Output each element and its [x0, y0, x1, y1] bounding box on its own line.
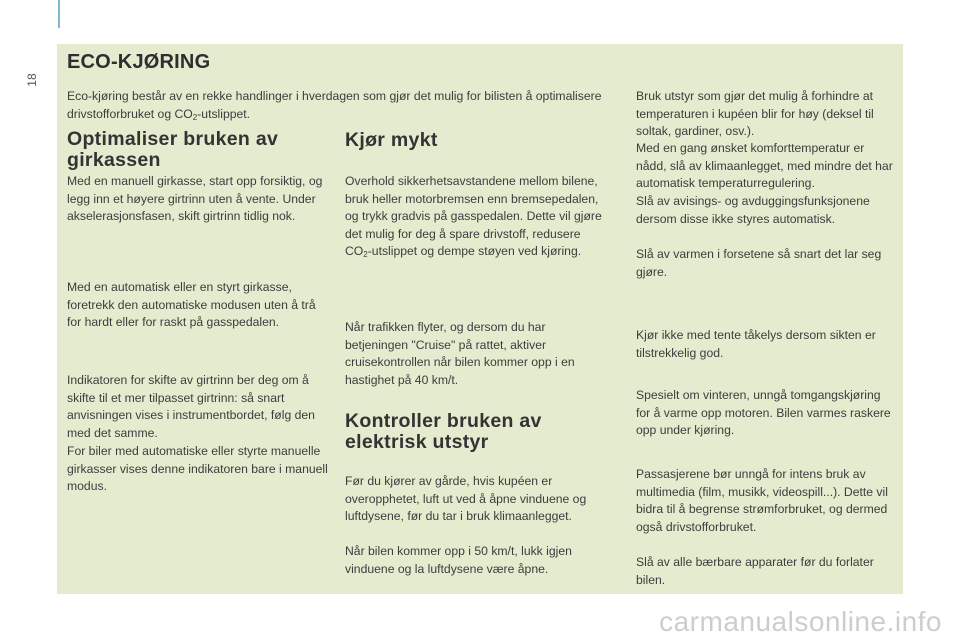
watermark: carmanualsonline.info — [659, 606, 942, 637]
gear-paragraph-4: For biler med automatiske eller styrte manuelle girkasser vises denne indikatoren bare i manuell modus. — [67, 444, 328, 493]
electric-paragraph-2: Når bilen kommer opp i 50 km/t, lukk igjen vinduene og la luftdysene være åpne. — [345, 544, 572, 576]
right-paragraph-7: Passasjerene bør unngå for intens bruk av multimedia (film, musikk, videospill...). Dette vil bidra til å begrense strømforbruket, og dermed også drivstofforbruket. — [636, 467, 888, 534]
gear-paragraph-3: Indikatoren for skifte av girtrinn ber deg om å skifte til et mer tilpasset girtrinn: så snart anvisningen vises i instrumentbordet, følg den med det samme. — [67, 373, 315, 440]
right-paragraph-8: Slå av alle bærbare apparater før du forlater bilen. — [636, 555, 874, 587]
heading-gearbox: Optimaliser bruken av girkassen — [67, 128, 279, 171]
gear-paragraph-2: Med en automatisk eller en styrt girkasse, foretrekk den automatiske modusen uten å trå for hardt eller for raskt på gasspedalen. — [67, 280, 316, 329]
smooth-paragraph-2: Når trafikken flyter, og dersom du har betjeningen "Cruise" på rattet, aktiver cruisekontrollen når bilen kommer opp i en hastighet på 40 km/t. — [345, 320, 575, 387]
right-paragraph-1: Bruk utstyr som gjør det mulig å forhindre at temperaturen i kupéen blir for høy (deksel til soltak, gardiner, osv.). — [636, 89, 874, 138]
right-paragraph-6: Spesielt om vinteren, unngå tomgangskjøring for å varme opp motoren. Bilen varmes raskere opp under kjøring. — [636, 388, 891, 437]
right-paragraph-5: Kjør ikke med tente tåkelys dersom sikten er tilstrekkelig god. — [636, 328, 876, 360]
gear-paragraph-1: Med en manuell girkasse, start opp forsiktig, og legg inn et høyere girtrinn uten å vente. Under akselerasjonsfasen, skift girtrinn tidlig nok. — [67, 174, 323, 223]
intro-paragraph: Eco-kjøring består av en rekke handlinger i hverdagen som gjør det mulig for bilisten å optimalisere drivstofforbruket og $CO_2$-utslippet. — [67, 89, 602, 122]
heading-drive-smoothly: Kjør mykt — [345, 129, 438, 151]
right-paragraph-2: Med en gang ønsket komforttemperatur er nådd, slå av klimaanlegget, med mindre det har automatisk temperaturregulering. — [636, 141, 893, 190]
page-title: ECO-KJØRING — [67, 51, 211, 73]
electric-paragraph-1: Før du kjører av gårde, hvis kupéen er overopphetet, luft ut ved å åpne vinduene og luftdysene, før du tar i bruk klimaanlegget. — [345, 474, 587, 523]
right-paragraph-3: Slå av avisings- og avduggingsfunksjonene dersom disse ikke styres automatisk. — [636, 194, 870, 226]
heading-electrical-equipment: Kontroller bruken av elektrisk utstyr — [345, 410, 542, 453]
page-number: 18 — [25, 73, 39, 87]
right-paragraph-4: Slå av varmen i forsetene så snart det lar seg gjøre. — [636, 247, 882, 279]
margin-line — [58, 0, 60, 28]
smooth-paragraph-1: Overhold sikkerhetsavstandene mellom bilene, bruk heller motorbremsen enn bremsepedalen, og trykk gradvis på gasspedalen. Dette vil gjøre det mulig for deg å spare drivstoff, redusere $CO_2$-utslippet og dempe støyen ved kjøring. — [345, 174, 602, 259]
